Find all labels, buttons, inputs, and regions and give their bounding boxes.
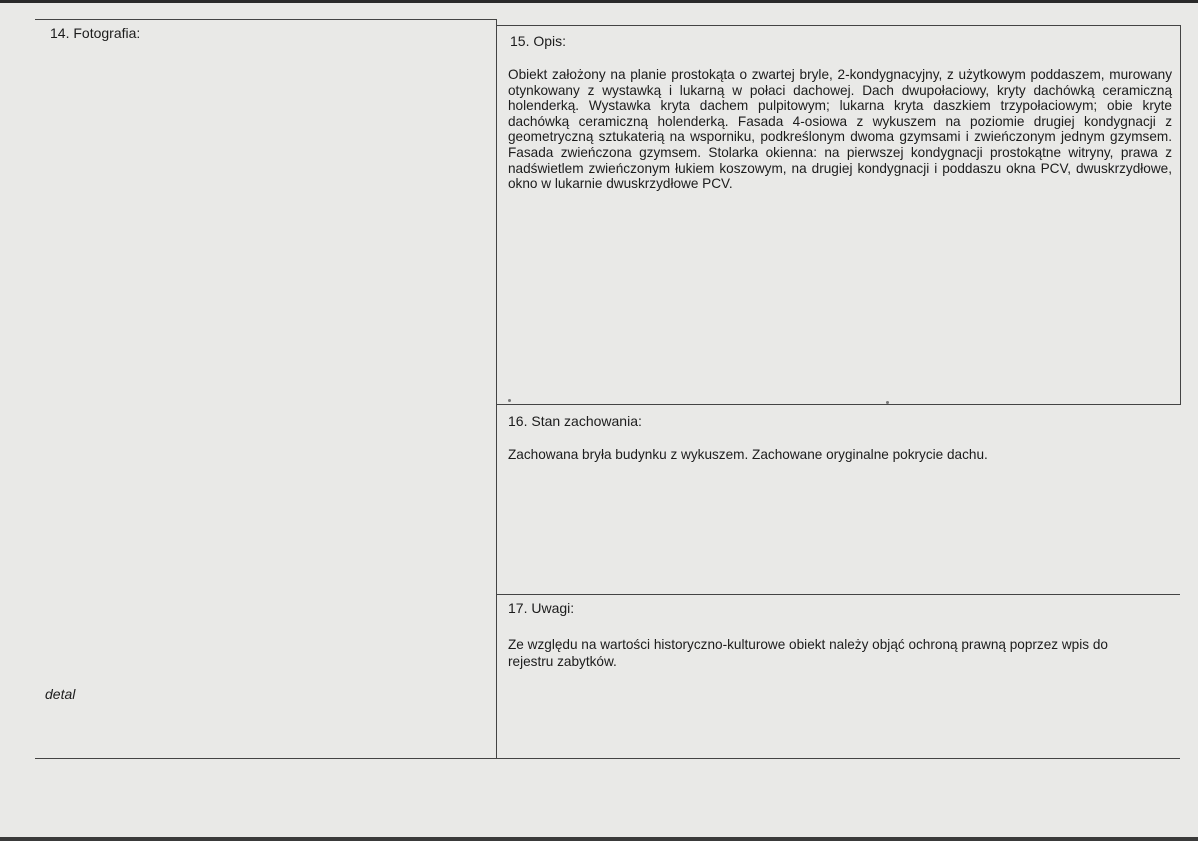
- bottom-edge: [0, 837, 1198, 841]
- description-section-label: 15. Opis:: [510, 33, 567, 49]
- bottom-rule: [35, 758, 1180, 759]
- condition-section-label: 16. Stan zachowania:: [508, 413, 642, 429]
- top-rule-right: [496, 25, 1180, 26]
- scan-mark: [886, 401, 889, 404]
- photo-section-label: 14. Fotografia:: [50, 25, 141, 41]
- condition-text: Zachowana bryła budynku z wykuszem. Zachowane oryginalne pokrycie dachu.: [508, 447, 988, 462]
- notes-section-label: 17. Uwagi:: [508, 600, 575, 616]
- scan-mark: [508, 399, 511, 402]
- notes-text: Ze względu na wartości historyczno-kulturowe obiekt należy objąć ochroną prawną poprzez wpis do rejestru zabytków.: [508, 637, 1108, 669]
- photo-caption: detal: [45, 686, 76, 702]
- description-bottom-rule: [496, 404, 1180, 405]
- column-divider: [496, 19, 497, 759]
- top-edge: [0, 0, 1198, 3]
- condition-bottom-rule: [496, 594, 1180, 595]
- description-text: Obiekt założony na planie prostokąta o zwartej bryle, 2-kondygnacyjny, z użytkowym poddaszem, murowany otynkowany z wystawką i lukarną w połaci dachowej. Dach dwupołaciowy, kryty dachówką ceramiczną holenderką. Wystawka kryta dachem pulpitowym; lukarna kryta daszkiem trzypołaciowym; obie kryte dachówką ceramiczną holenderką. Fasada 4-osiowa z wykuszem na poziomie drugiej kondygnacji z geometryczną sztukaterią na wsporniku, podkreślonym dwoma gzymsami i zwieńczonym jednym gzymsem. Fasada zwieńczona gzymsem. Stolarka okienna: na pierwszej kondygnacji prostokątne witryny, prawa z nadświetlem zwieńczonym łukiem koszowym, na drugiej kondygnacji i poddaszu okna PCV, dwuskrzydłowe, okno w lukarnie dwuskrzydłowe PCV.: [508, 67, 1172, 192]
- top-rule: [35, 19, 496, 20]
- right-border: [1180, 25, 1181, 405]
